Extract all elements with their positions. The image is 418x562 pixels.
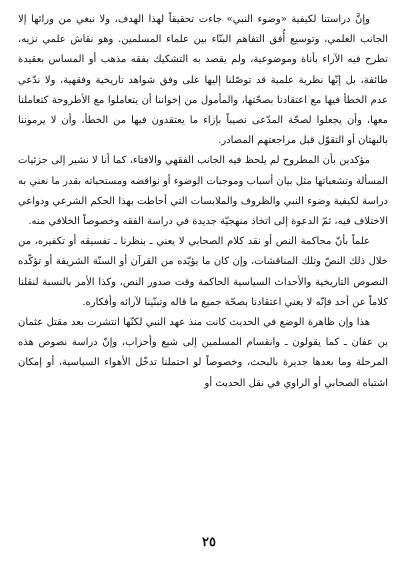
paragraph-4: هذا وإن ظاهرة الوضع في الحديث كانت منذ عهد النبي لكنّها انتشرت بعد مقتل عثمان بن عفان ـ كما يقولون ـ وانقسام المسلمين إلى شيع وأحزاب، وإنّ دراسة نصوص هذه المرحلة وما بعدها جديرة بالبحث، وخصوصاً لو احتملنا تدخّل الأهواء السياسية، أو إمكان اشتباه الصحابي أو الراوي في نقل الحديث أو bbox=[18, 317, 388, 389]
paragraph-2: مؤكدين بأن المطروح لم يلحظ فيه الجانب الفقهي والافتاء، كما أنا لا نشير إلى جزئيات المسألة وتشعباتها مثل بيان أسباب وموجبات الوضوء أو نواقضه ومستحباته بقدر ما نعني به دراسة لكيفية وضوء النبي والظروف والملابسات التي أحاطت بهذا الحكم الشرعي ودواعي الاختلاف فيه، ثمّ الدعوة إلى اتخاذ منهجيّة جديدة في دراسة الفقه وخصوصاً الخلافي منه. bbox=[18, 155, 388, 228]
page-body bbox=[18, 10, 388, 394]
paragraph-3: علماً بأنّ محاكمة النص أو نقد كلام الصحابي لا يعني ـ بنظرنا ـ تفسيقه أو تكفيره، من خلال ذلك النصّ وتلك المناقشات، وإن كان ما يؤيّده من القرآن أو السنّة الشريفة أو تؤكّده النصوص التاريخية والأحداث السياسية الحاكمة وقت صدور النص، وكذا الأمر بالنسبة لنقلنا كلاماً عن أحد فإنّه لا يعني اعتقادنا بصحّة جميع ما قاله وتبنّينا لآرائه وأفكاره. bbox=[18, 236, 388, 308]
paragraph-1: وإنَّ دراستنا لكيفية «وضوء النبي» جاءت تحقيقاً لهذا الهدف، ولا نبغي من ورائها إلا الجانب العلمي، وتوسيع أُفق التفاهم البنّاء بين علماء المسلمين. وهو نقاش علمي نزيه، تطرح فيه الآراء بأناة وموضوعية، ولم يقصد به التشكيك بفقه مذهب أو المساس بعقيدة طائفة، بل إنّها نظرية علمية قد توصّلنا إليها على وفق شواهد تاريخية وفقهية، ولا ندّعي عدم الخطأ فيها مع اعتقادنا بصحّتها، والمأمول من إخواننا أن يتعاملوا مع الأطروحة كتعاملنا معها، وأن يجعلوا لصحّة المدّعى نصيباً بإزاء ما يعتقدون فيها من الخطأ، وأن لا يرموننا بالبهتان أو التقوّل قبل مراجعتهم المصادر. bbox=[18, 14, 388, 147]
page-number: ٢٥ bbox=[202, 535, 216, 550]
